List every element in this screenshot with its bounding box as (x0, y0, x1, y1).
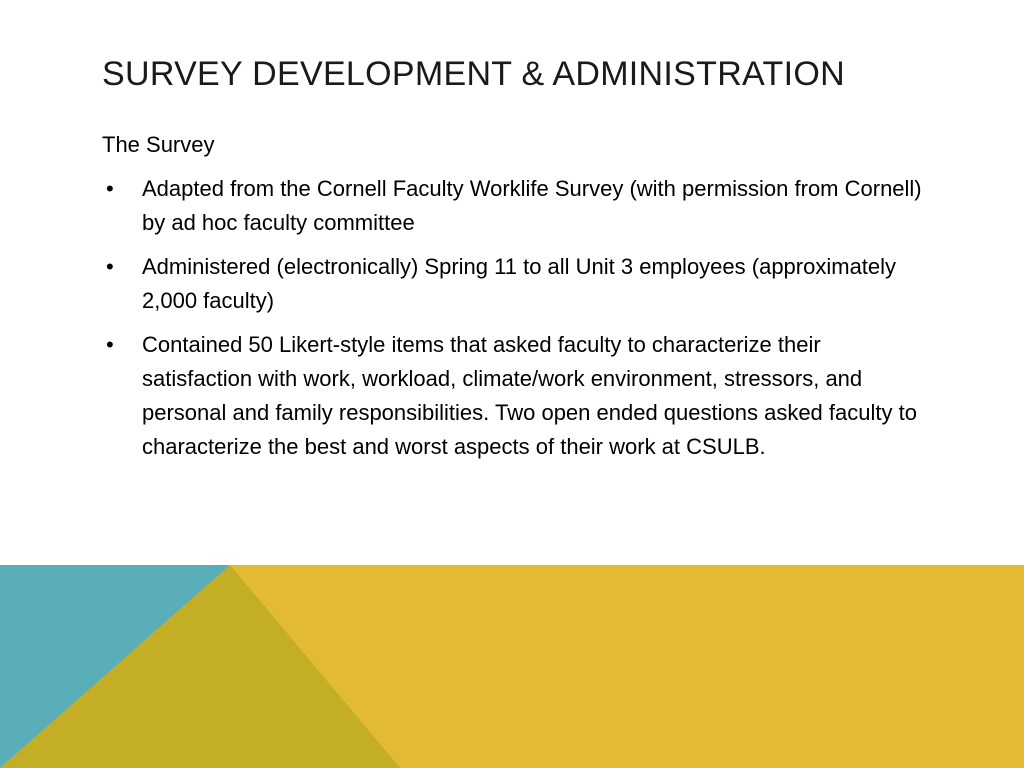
bullet-icon: • (106, 332, 114, 357)
section-subheading: The Survey (102, 132, 215, 157)
bullet-icon: • (106, 254, 114, 279)
list-item (102, 328, 932, 464)
list-item (102, 172, 932, 240)
bullet-text: Contained 50 Likert-style items that asked faculty to characterize their satisfaction with work, workload, climate/work environment, stressors, and personal and family responsibilities. Two open ended questions asked faculty to characterize the best and worst aspects of their work at CSULB. (142, 332, 917, 459)
list-item (102, 250, 932, 318)
bullet-list (102, 172, 932, 464)
bullet-text: Administered (electronically) Spring 11 to all Unit 3 employees (approximately 2,000 faculty) (142, 254, 897, 313)
bullet-text: Adapted from the Cornell Faculty Worklife Survey (with permission from Cornell) by ad hoc faculty committee (142, 176, 922, 235)
bullet-icon: • (106, 176, 114, 201)
slide-body (102, 128, 932, 474)
slide-title: SURVEY DEVELOPMENT & ADMINISTRATION (102, 55, 845, 93)
decorative-footer (0, 565, 1024, 768)
